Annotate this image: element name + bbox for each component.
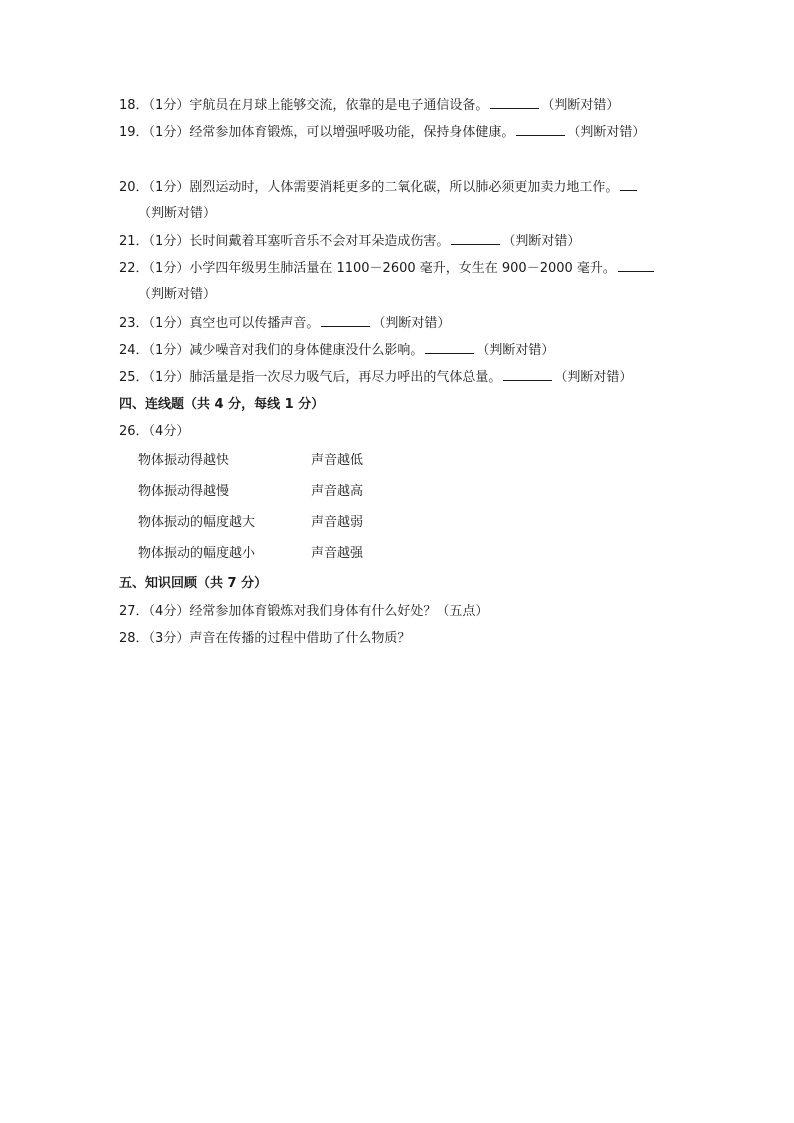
match-left-item[interactable]: 物体振动得越慢 (138, 484, 230, 499)
question-text: 剧烈运动时，人体需要消耗更多的二氧化碳，所以肺必须更加卖力地工作。 (189, 180, 619, 195)
question-19 (119, 123, 645, 142)
answer-blank[interactable] (451, 232, 500, 245)
match-right-item[interactable]: 声音越弱 (311, 515, 364, 530)
question-text: 经常参加体育锻炼，可以增强呼吸功能，保持身体健康。 (189, 125, 515, 140)
question-suffix: （判断对错） (502, 234, 581, 249)
question-20 (119, 178, 639, 197)
question-score: （1分） (148, 316, 190, 331)
match-right-item[interactable]: 声音越低 (311, 453, 364, 468)
question-text: 宇航员在月球上能够交流，依靠的是电子通信设备。 (189, 98, 489, 113)
question-text: 声音在传播的过程中借助了什么物质？ (189, 631, 411, 646)
question-suffix: （判断对错） (138, 206, 217, 221)
match-left-item[interactable]: 物体振动的幅度越大 (138, 515, 256, 530)
question-number: 28． (119, 631, 149, 646)
question-number: 23． (119, 316, 149, 331)
answer-blank[interactable] (490, 96, 539, 109)
question-22-suffix-line (138, 286, 216, 304)
question-suffix: （判断对错） (476, 343, 555, 358)
question-number: 22． (119, 261, 149, 276)
question-text: 经常参加体育锻炼对我们身体有什么好处？（五点） (189, 604, 489, 619)
section-heading-matching: 四、连线题（共 4 分，每线 1 分） (119, 397, 325, 412)
question-suffix: （判断对错） (554, 370, 633, 385)
question-20-suffix-line (138, 205, 216, 223)
question-text: 减少噪音对我们的身体健康没什么影响。 (189, 343, 424, 358)
question-23 (119, 314, 450, 333)
question-number: 20． (119, 180, 149, 195)
answer-blank[interactable] (620, 178, 637, 191)
question-suffix: （判断对错） (138, 287, 217, 302)
question-score: （1分） (148, 180, 190, 195)
question-number: 21． (119, 234, 149, 249)
question-score: （3分） (148, 631, 190, 646)
question-score: （4分） (148, 604, 190, 619)
question-text: 小学四年级男生肺活量在 1100－2600 毫升，女生在 900－2000 毫升。 (189, 261, 616, 276)
answer-blank[interactable] (321, 314, 370, 327)
question-score: （1分） (148, 234, 190, 249)
match-right-item[interactable]: 声音越高 (311, 484, 364, 499)
question-text: 真空也可以传播声音。 (189, 316, 320, 331)
question-number: 18． (119, 98, 149, 113)
question-28 (119, 630, 410, 648)
question-27 (119, 603, 488, 621)
answer-blank[interactable] (516, 123, 565, 136)
question-text: 长时间戴着耳塞听音乐不会对耳朵造成伤害。 (189, 234, 450, 249)
match-left-item[interactable]: 物体振动得越快 (138, 453, 230, 468)
question-score: （1分） (148, 343, 190, 358)
question-26: 26．（4分） (119, 424, 190, 439)
match-right-item[interactable]: 声音越强 (311, 546, 364, 561)
question-18 (119, 96, 619, 115)
question-score: （1分） (148, 125, 190, 140)
question-number: 19． (119, 125, 149, 140)
question-24 (119, 341, 554, 360)
question-22 (119, 259, 656, 278)
question-21 (119, 232, 580, 251)
match-left-item[interactable]: 物体振动的幅度越小 (138, 546, 256, 561)
question-suffix: （判断对错） (372, 316, 451, 331)
answer-blank[interactable] (425, 341, 474, 354)
question-number: 27． (119, 604, 149, 619)
question-number: 25． (119, 370, 149, 385)
question-25 (119, 368, 632, 387)
question-score: （1分） (148, 261, 190, 276)
answer-blank[interactable] (618, 259, 654, 272)
question-score: （1分） (148, 370, 190, 385)
question-suffix: （判断对错） (541, 98, 620, 113)
question-text: 肺活量是指一次尽力吸气后，再尽力呼出的气体总量。 (189, 370, 502, 385)
answer-blank[interactable] (503, 368, 552, 381)
question-number: 24． (119, 343, 149, 358)
question-score: （1分） (148, 98, 190, 113)
section-heading-review: 五、知识回顾（共 7 分） (119, 576, 268, 591)
question-suffix: （判断对错） (567, 125, 646, 140)
